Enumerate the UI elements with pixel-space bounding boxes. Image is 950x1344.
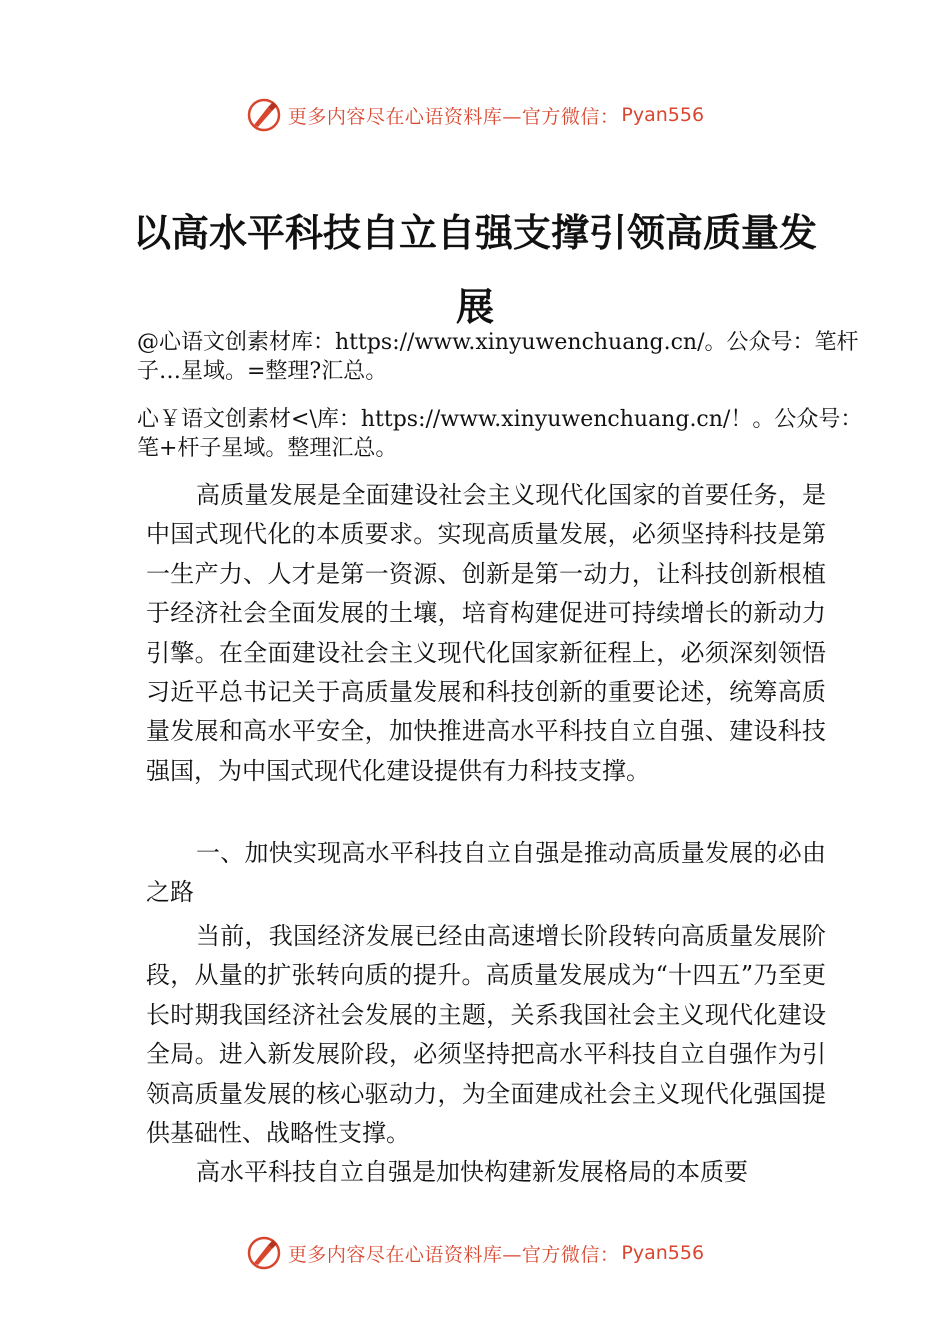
source-note-1: @心语文创素材库：https://www.xinyuwenchuang.cn/。公众号：笔杆子…星域。=整理?汇总。	[137, 330, 859, 384]
body-paragraph-2: 当前，我国经济发展已经由高速增长阶段转向高质量发展阶段，从量的扩张转向质的提升。高质量发展成为“十四五”乃至更长时期我国经济社会发展的主题，关系我国社会主义现代化建设全局。进入新发展阶段，必须坚持把高水平科技自立自强作为引领高质量发展的核心驱动力，为全面建成社会主义现代化强国提供基础性、战略性支撑。	[146, 922, 826, 1148]
pen-nib-circle-icon	[246, 97, 282, 133]
watermark-wechat-id: Pyan556	[621, 104, 705, 126]
watermark-text: 更多内容尽在心语资料库—官方微信：	[287, 1243, 620, 1266]
source-note-2: 心￥语文创素材<\库：https://www.xinyuwenchuang.cn/！。公众号：笔+杆子星域。整理汇总。	[137, 407, 863, 461]
section-heading-1: 一、加快实现高水平科技自立自强是推动高质量发展的必由之路	[146, 839, 826, 907]
body-paragraph-1: 高质量发展是全面建设社会主义现代化国家的首要任务，是中国式现代化的本质要求。实现高质量发展，必须坚持科技是第一生产力、人才是第一资源、创新是第一动力，让科技创新根植于经济社会全面发展的土壤，培育构建促进可持续增长的新动力引擎。在全面建设社会主义现代化国家新征程上，必须深刻领悟习近平总书记关于高质量发展和科技创新的重要论述，统筹高质量发展和高水平安全，加快推进高水平科技自立自强、建设科技强国，为中国式现代化建设提供有力科技支撑。	[146, 481, 826, 785]
pen-nib-circle-icon	[246, 1235, 282, 1271]
watermark-wechat-id: Pyan556	[621, 1242, 705, 1264]
watermark-text: 更多内容尽在心语资料库—官方微信：	[287, 105, 620, 128]
header-watermark	[0, 95, 950, 135]
document-title-line-2: 展	[455, 285, 494, 329]
body-paragraph-3: 高水平科技自立自强是加快构建新发展格局的本质要	[196, 1158, 748, 1186]
document-title-line-1: 以高水平科技自立自强支撑引领高质量发	[132, 211, 817, 255]
footer-watermark	[0, 1233, 950, 1273]
